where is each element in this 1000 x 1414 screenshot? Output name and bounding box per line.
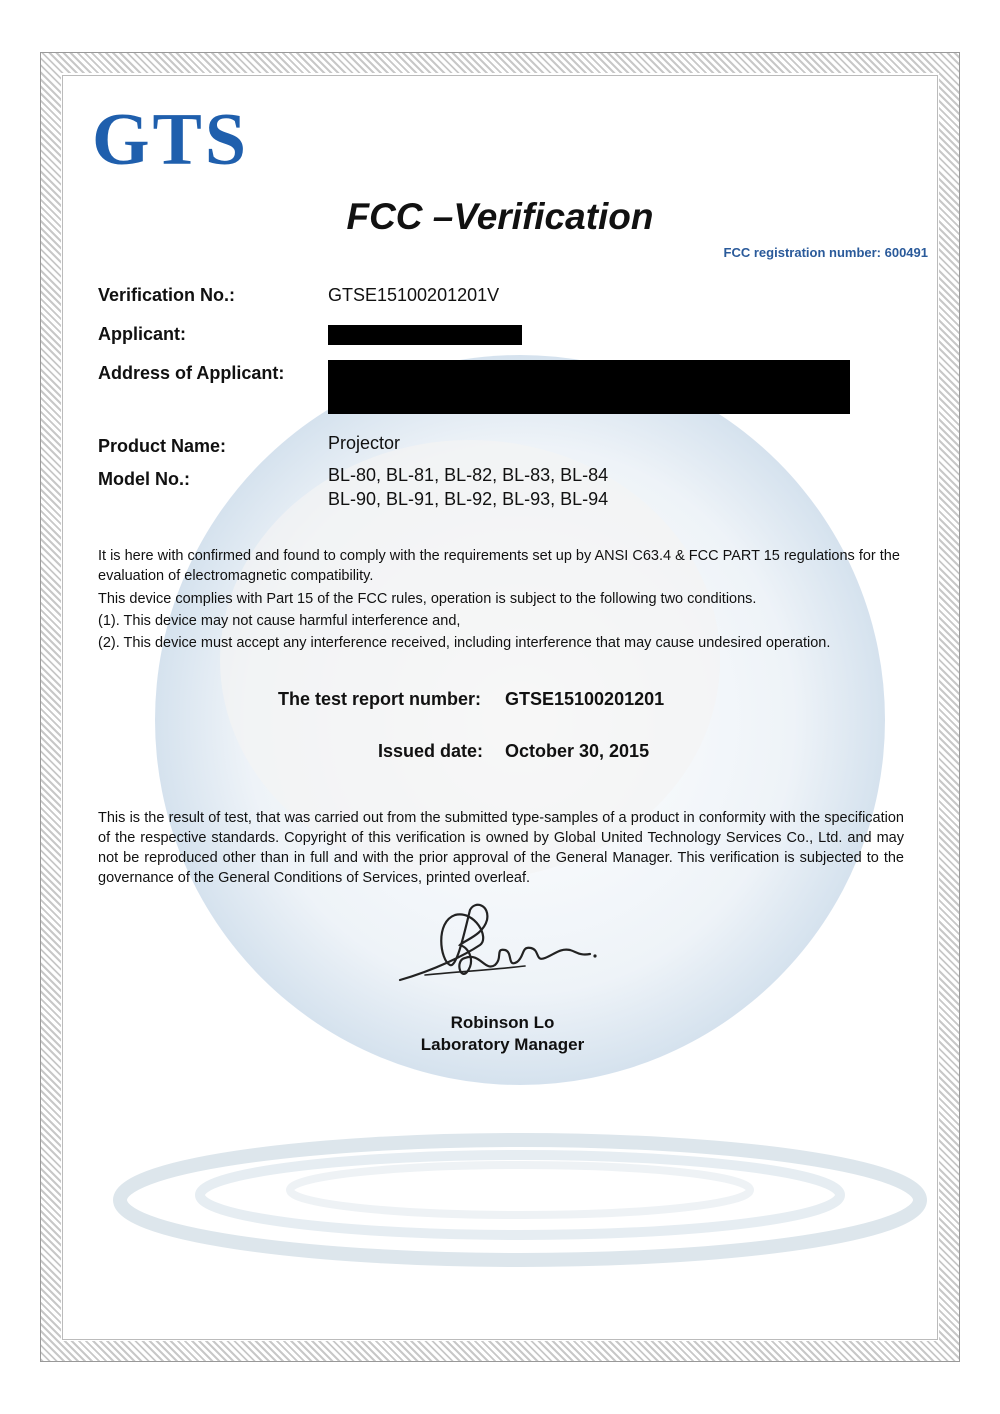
compliance-text <box>98 546 904 654</box>
gts-logo: GTS <box>92 99 250 181</box>
registration-number: FCC registration number: 600491 <box>723 245 928 260</box>
signature-image <box>395 900 605 990</box>
signer-title: Laboratory Manager <box>420 1035 585 1054</box>
model-no-line2: BL-90, BL-91, BL-92, BL-93, BL-94 <box>328 489 609 509</box>
address-redaction <box>328 360 850 414</box>
address-label: Address of Applicant: <box>98 363 285 383</box>
compliance-line-2: This device complies with Part 15 of the FCC rules, operation is subject to the following two conditions. <box>98 591 757 607</box>
applicant-label: Applicant: <box>98 324 186 344</box>
product-name-label: Product Name: <box>98 436 227 456</box>
statement-paragraph: This is the result of test, that was carried out from the submitted type-samples of a product in conformity with the specification of the respective standards. Copyright of this verification is owned by Global United Technology Services Co., Ltd. and may not be reproduced other than in full and with the prior approval of the General Manager. This verification is subjected to the governance of the General Conditions of Services, printed overleaf. <box>98 810 904 886</box>
issued-date-value: October 30, 2015 <box>505 741 650 761</box>
verification-no-value: GTSE15100201201V <box>328 285 500 305</box>
compliance-line-4: (2). This device must accept any interference received, including interference that may cause undesired operation. <box>98 635 831 651</box>
verification-no-label: Verification No.: <box>98 285 236 305</box>
report-number-label: The test report number: <box>278 689 482 709</box>
model-no-label: Model No.: <box>98 469 190 489</box>
signer-name: Robinson Lo <box>450 1013 555 1032</box>
compliance-line-1: It is here with confirmed and found to comply with the requirements set up by ANSI C63.4 & FCC PART 15 regulations for the evaluation of electromagnetic compatibility. <box>98 548 900 584</box>
product-name-value: Projector <box>328 433 401 453</box>
issued-date-label: Issued date: <box>378 741 484 761</box>
model-no-line1: BL-80, BL-81, BL-82, BL-83, BL-84 <box>328 465 609 485</box>
report-number-value: GTSE15100201201 <box>505 689 665 709</box>
document-title: FCC –Verification <box>346 196 654 237</box>
compliance-line-3: (1). This device may not cause harmful interference and, <box>98 613 461 629</box>
applicant-redaction <box>328 325 522 345</box>
